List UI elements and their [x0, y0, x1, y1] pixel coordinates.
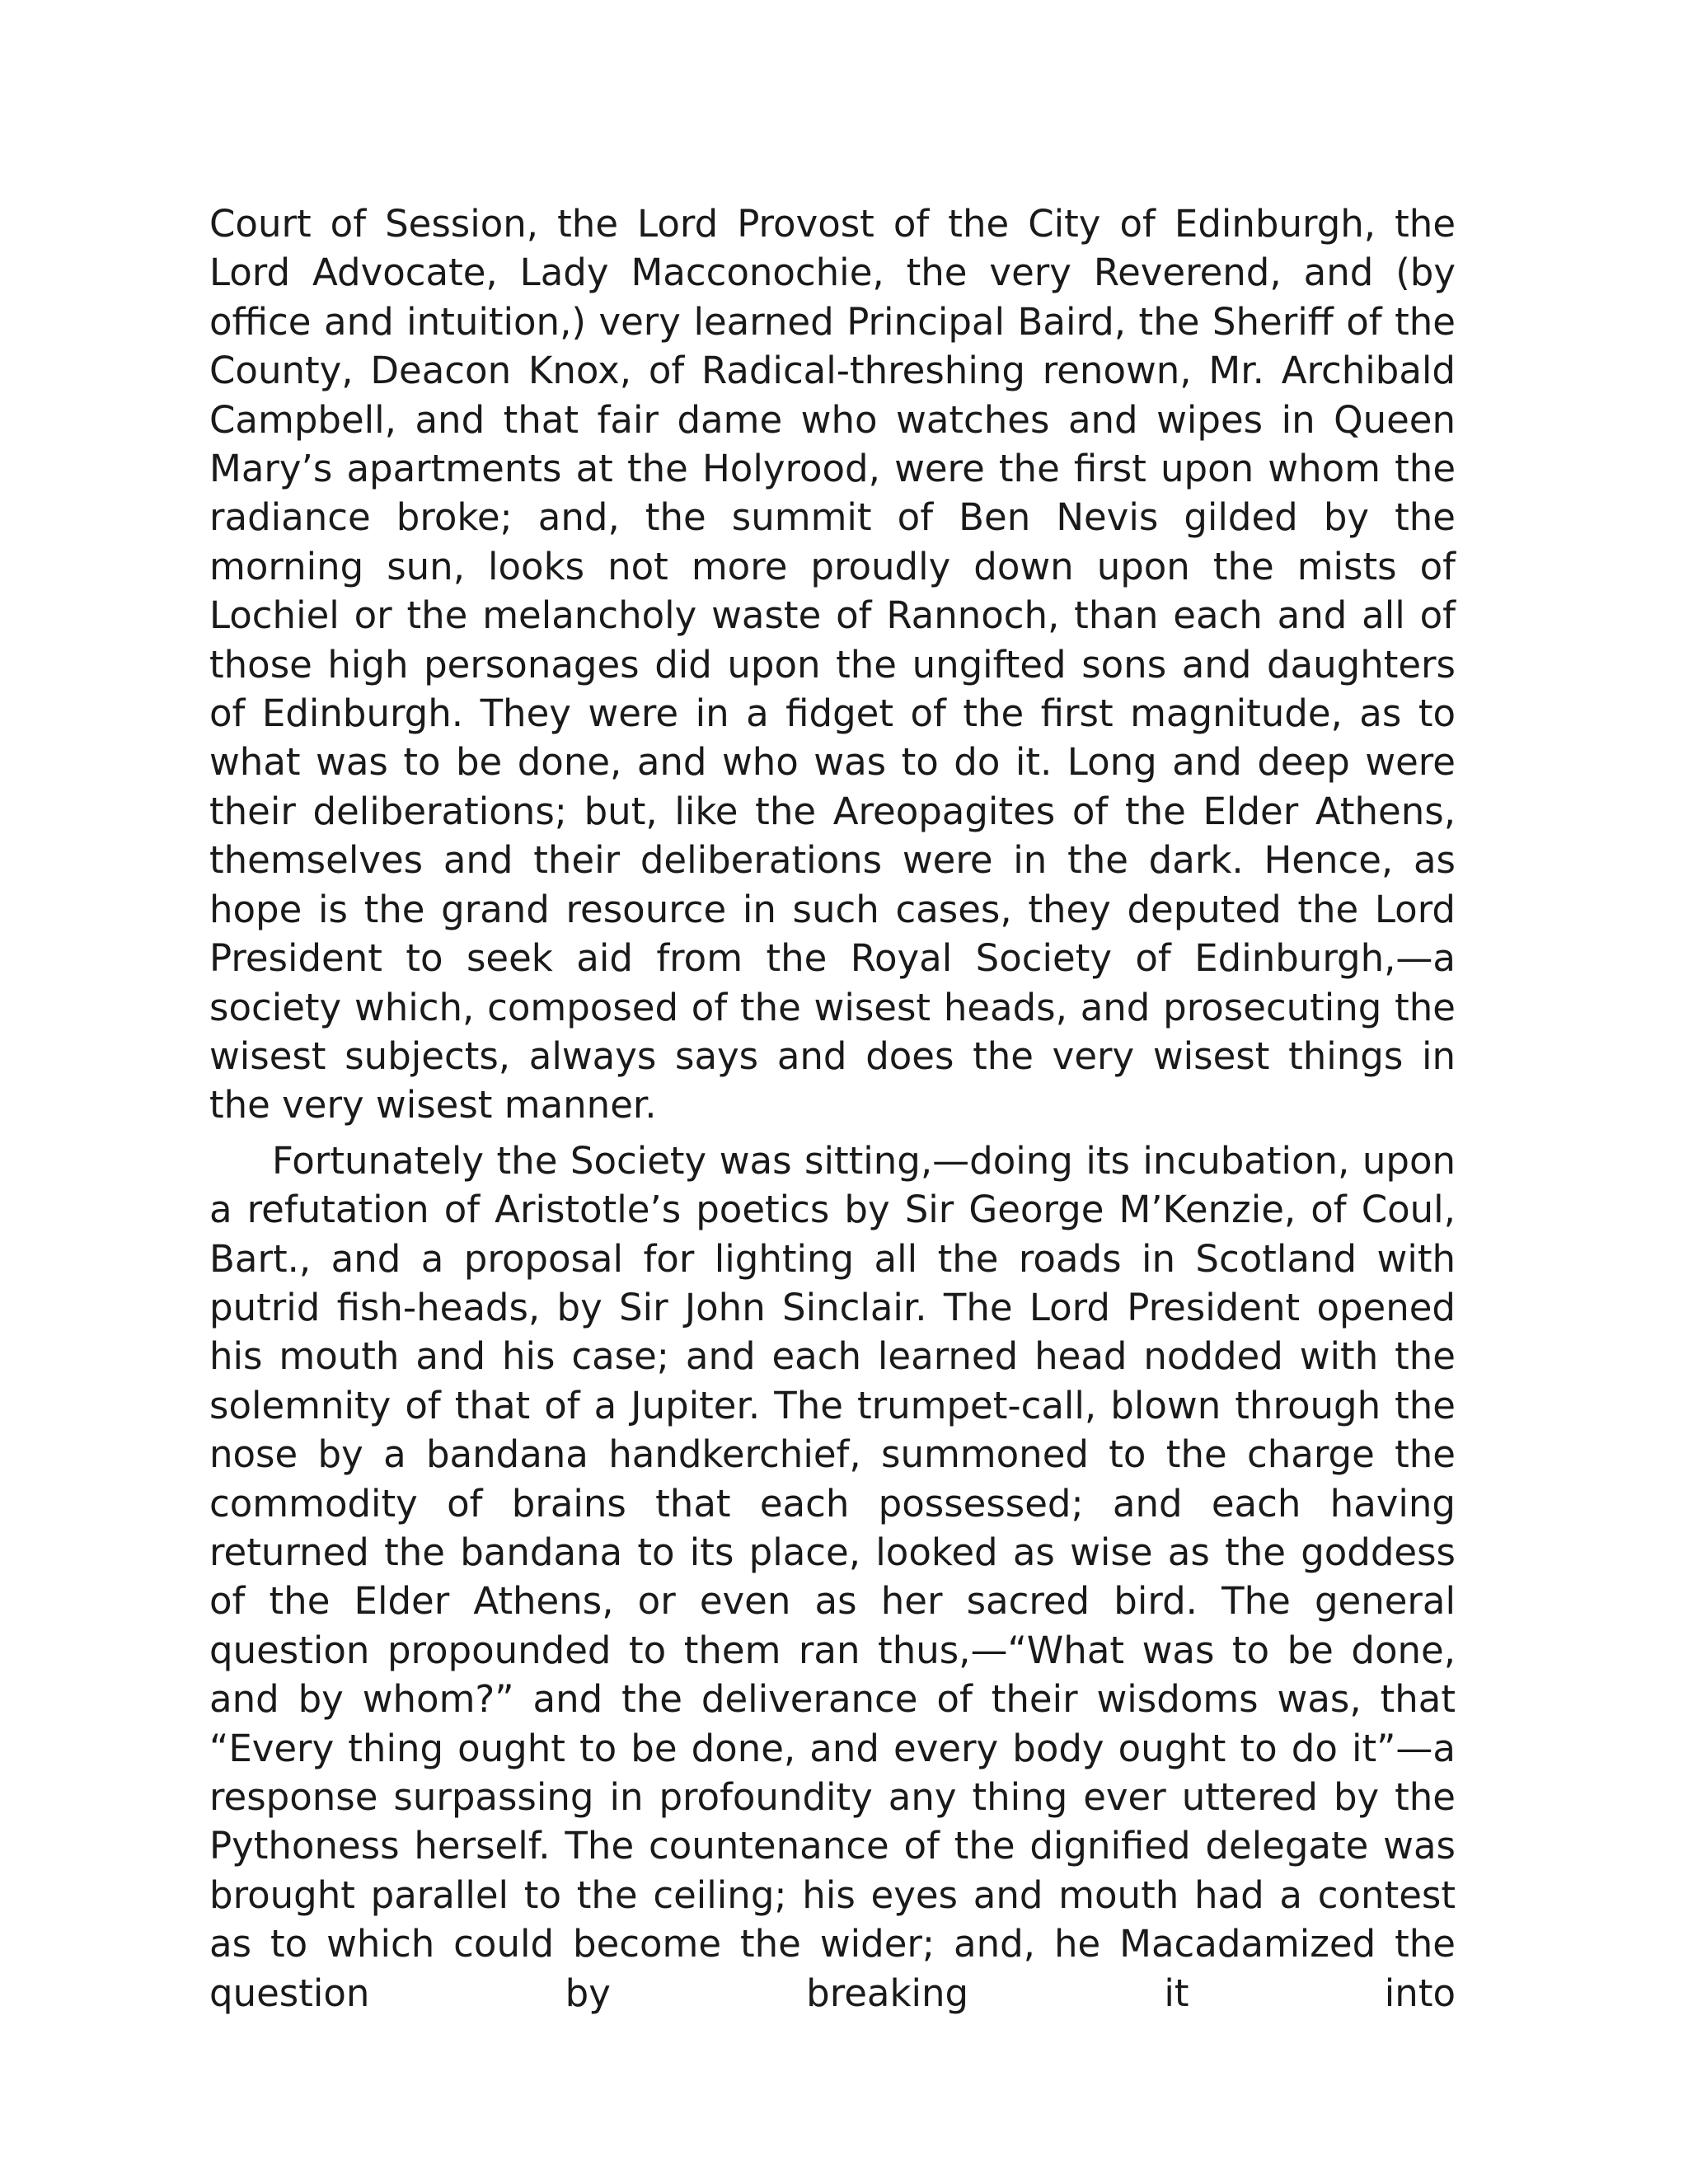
paragraph-society: Fortunately the Society was sitting,—doing its incubation, upon a refutation of Aristotle’s poetics by Sir George M’Kenzie, of Coul, Bart., and a proposal for lighting all the roads in Scotland with putrid fish-heads, by Sir John Sinclair. The Lord President opened his mouth and his case; and each learned head nodded with the solemnity of that of a Jupiter. The trumpet-call, blown through the nose by a bandana handkerchief, summoned to the charge the commodity of brains that each possessed; and each having returned the bandana to its place, looked as wise as the goddess of the Elder Athens, or even as her sacred bird. The general question propounded to them ran thus,—“What was to be done, and by whom?” and the deliverance of their wisdoms was, that “Every thing ought to be done, and every body ought to do it”—a response surpassing in profoundity any thing ever uttered by the Pythoness herself. The countenance of the dignified delegate was brought parallel to the ceiling; his eyes and mouth had a contest as to which could become the wider; and, he Macadamized the question by breaking it into: [209, 1138, 1456, 2015]
body-text: [209, 199, 1456, 2018]
paragraph-continuation: Court of Session, the Lord Provost of the City of Edinburgh, the Lord Advocate, Lady Macconochie, the very Reverend, and (by office and intuition,) very learned Principal Baird, the Sheriff of the County, Deacon Knox, of Radical-threshing renown, Mr. Archibald Campbell, and that fair dame who watches and wipes in Queen Mary’s apartments at the Holyrood, were the first upon whom the radiance broke; and, the summit of Ben Nevis gilded by the morning sun, looks not more proudly down upon the mists of Lochiel or the melancholy waste of Rannoch, than each and all of those high personages did upon the ungifted sons and daughters of Edinburgh. They were in a fidget of the first magnitude, as to what was to be done, and who was to do it. Long and deep were their deliberations; but, like the Areopagites of the Elder Athens, themselves and their deliberations were in the dark. Hence, as hope is the grand resource in such cases, they deputed the Lord President to seek aid from the Royal Society of Edinburgh,—a society which, composed of the wisest heads, and prosecuting the wisest subjects, always says and does the very wisest things in the very wisest manner.: [209, 202, 1456, 1127]
